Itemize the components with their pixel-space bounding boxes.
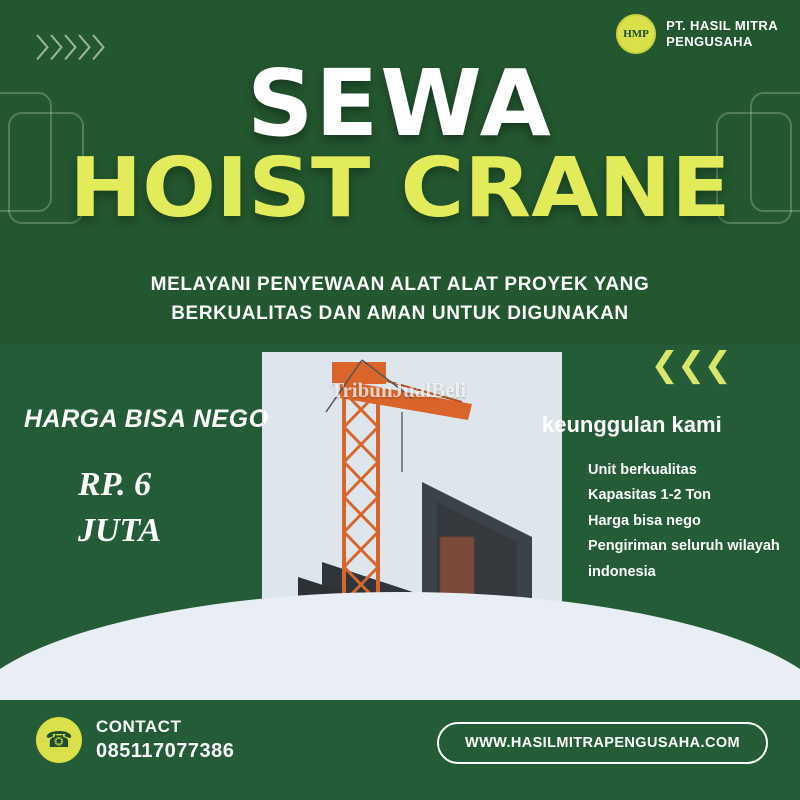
price-amount-line1: RP. 6 [78,466,152,503]
contact-label: CONTACT [96,717,182,736]
headline-primary: SEWA [247,50,553,157]
phone-icon: ☎ [36,717,82,763]
brand-name-line2: PENGUSAHA [666,34,753,49]
contact-text [96,716,234,764]
headline-subtitle [0,270,800,329]
subtitle-line-1: MELAYANI PENYEWAAN ALAT ALAT PROYEK YANG [150,274,650,295]
photo-watermark: TribunJualBeli [330,378,467,402]
brand-name-line1: PT. HASIL MITRA [666,17,778,33]
list-item: Pengiriman seluruh wilayah [588,538,780,555]
brand-name [666,18,778,51]
price-nego-text: HARGA BISA NEGO [24,405,269,433]
website-badge[interactable]: WWW.HASILMITRAPENGUSAHA.COM [437,722,768,764]
list-item: Kapasitas 1-2 Ton [588,487,712,504]
list-item: Harga bisa nego [588,512,701,529]
contact-number[interactable]: 085117077386 [96,740,235,763]
advantages-list [588,458,788,585]
chevrons-right-icon: ❮❮❮ [650,345,730,385]
advantages-title: keunggulan kami [542,412,722,437]
price-amount [78,462,161,554]
list-item: indonesia [588,563,656,580]
brand-lockup [616,14,778,54]
list-item: Unit berkualitas [588,462,697,478]
price-amount-line2: JUTA [78,511,162,549]
subtitle-line-2: BERKUALITAS DAN AMAN UNTUK DIGUNAKAN [171,303,629,325]
company-logo-icon: HMP [616,14,656,54]
contact-block [36,716,234,764]
chevrons-left-icon: 〉〉〉〉〉 [36,34,120,64]
headline-secondary: HOIST CRANE [69,141,731,236]
